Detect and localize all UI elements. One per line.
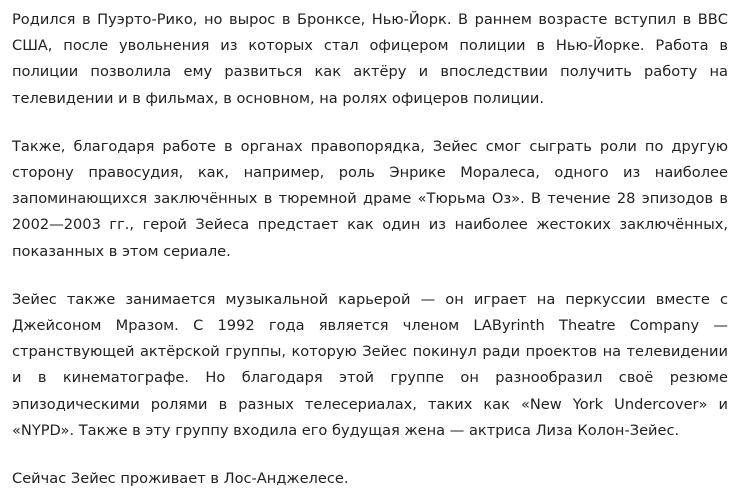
paragraph-oz-role: Также, благодаря работе в органах правопорядка, Зейес смог сыграть роли по другую сторону правосудия, как, например, роль Энрике Моралеса, одного из наиболее запоминающихся заключённых в тюремной драме «Тюрьма Оз». В течение 28 эпизодов в 2002—2003 гг., герой Зейеса предстает как один из наиболее жестоких заключённых, показанных в этом сериале. xyxy=(12,137,728,260)
article-body xyxy=(12,7,728,492)
paragraph-music-career: Зейес также занимается музыкальной карьерой — он играет на перкуссии вместе с Джейсоном Мразом. С 1992 года является членом LAByrinth Theatre Company — странствующей актёрской группы, которую Зейес покинул ради проектов на телевидении и в кинематографе. Но благодаря этой группе он разнообразил своё резюме эпизодическими ролями в разных телесериалах, таких как «New York Undercover» и «NYPD». Также в эту группу входила его будущая жена — актриса Лиза Колон-Зейес. xyxy=(12,290,728,439)
paragraph-residence: Сейчас Зейес проживает в Лос-Анджелесе. xyxy=(12,470,349,488)
paragraph-early-life: Родился в Пуэрто-Рико, но вырос в Бронксе, Нью-Йорк. В раннем возрасте вступил в ВВС США, после увольнения из которых стал офицером полиции в Нью-Йорке. Работа в полиции позволила ему развиться как актёру и впоследствии получить работу на телевидении и в фильмах, в основном, на ролях офицеров полиции. xyxy=(12,11,728,107)
